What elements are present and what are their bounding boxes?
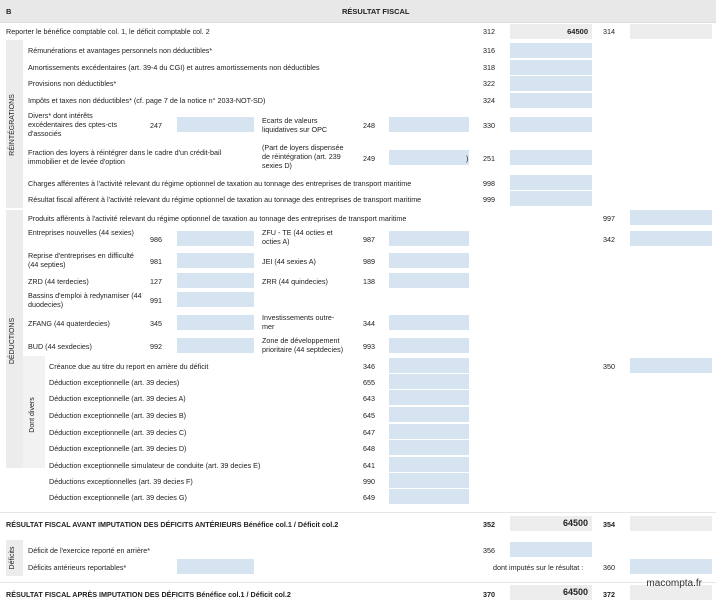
reint-row-label: Impôts et taxes non déductibles* (cf. page 7 de la notice n° 2033-NOT-SD)	[28, 96, 266, 105]
field-324[interactable]	[510, 93, 592, 108]
code-990: 990	[363, 477, 375, 486]
pair-right-label: ZRR (44 quindecies)	[262, 277, 328, 286]
resultat-tonnage-label: Résultat fiscal afférent à l'activité relevant du régime optionnel de taxation au tonnage des entreprises de transport maritime	[28, 195, 422, 204]
divers-label: Divers* dont intérêts excédentaires des cptes-cts d'associés	[28, 111, 118, 138]
resultat-avant-label: RÉSULTAT FISCAL AVANT IMPUTATION DES DÉFICITS ANTÉRIEURS Bénéfice col.1 / Déficit col.2	[6, 520, 339, 529]
code-647: 647	[363, 428, 375, 437]
code-318: 318	[483, 63, 495, 72]
field-981[interactable]	[177, 253, 254, 268]
section-letter: B	[6, 7, 12, 16]
code-987: 987	[363, 235, 375, 244]
fraction-paren-label: (Part de loyers dispensée de réintégration (art. 239 sexies D)	[262, 143, 344, 170]
reint-row-label: Rémunérations et avantages personnels non déductibles*	[28, 46, 213, 55]
code-316: 316	[483, 46, 495, 55]
code-645: 645	[363, 411, 375, 420]
deduction-row-label: Déduction exceptionnelle (art. 39 decies D)	[49, 444, 187, 453]
deduction-row-label: Déduction exceptionnelle (art. 39 decies)	[49, 378, 180, 387]
pair-left-label: Reprise d'entreprises en difficulté (44 septies)	[28, 251, 134, 269]
deficits-side-label: Déficits	[9, 546, 16, 570]
creance-label: Créance due au titre du report en arrière du déficit	[49, 362, 209, 371]
field-352[interactable]: 64500	[510, 516, 592, 531]
reintegrations-side-label: RÉINTÉGRATIONS	[9, 94, 16, 156]
field-997[interactable]	[630, 210, 712, 225]
section-title: RÉSULTAT FISCAL	[342, 7, 410, 16]
code-330: 330	[483, 121, 495, 130]
code-314: 314	[603, 27, 615, 36]
code-981: 981	[150, 257, 162, 266]
code-127: 127	[150, 277, 162, 286]
pair-left-label: Bassins d'emploi à redynamiser (44 duodecies)	[28, 291, 142, 309]
field-247[interactable]	[177, 117, 254, 132]
deduction-row-label: Déduction exceptionnelle (art. 39 decies B)	[49, 411, 187, 420]
produits-tonnage-label: Produits afférents à l'activité relevant du régime optionnel de taxation au tonnage des entreprises de transport maritime	[28, 214, 407, 223]
field-deficits-anterieurs[interactable]	[177, 559, 254, 574]
deduction-row-label: Déductions exceptionnelles (art. 39 decies F)	[49, 477, 193, 486]
code-989: 989	[363, 257, 375, 266]
code-249: 249	[363, 154, 375, 163]
field-251[interactable]	[510, 150, 592, 165]
code-643: 643	[363, 394, 375, 403]
pair-left-label: Entreprises nouvelles (44 sexies)	[28, 228, 134, 237]
code-247: 247	[150, 121, 162, 130]
code-352: 352	[483, 520, 495, 529]
deduction-row-label: Déduction exceptionnelle simulateur de conduite (art. 39 decies E)	[49, 461, 261, 470]
code-372: 372	[603, 590, 615, 599]
field-993[interactable]	[389, 338, 469, 353]
code-251: 251	[483, 154, 495, 163]
fraction-label: Fraction des loyers à réintégrer dans le cadre d'un crédit-bail immobilier et de levée d'option	[28, 148, 222, 166]
code-998: 998	[483, 179, 495, 188]
field-643[interactable]	[389, 390, 469, 405]
field-138[interactable]	[389, 273, 469, 288]
code-993: 993	[363, 342, 375, 351]
code-345: 345	[150, 319, 162, 328]
field-330[interactable]	[510, 117, 592, 132]
field-350[interactable]	[630, 358, 712, 373]
code-655: 655	[363, 378, 375, 387]
code-997: 997	[603, 214, 615, 223]
code-312: 312	[483, 27, 495, 36]
code-322: 322	[483, 79, 495, 88]
field-354[interactable]	[630, 516, 712, 531]
field-312[interactable]: 64500	[510, 24, 592, 39]
deduction-row-label: Déduction exceptionnelle (art. 39 decies C)	[49, 428, 187, 437]
code-342: 342	[603, 235, 615, 244]
separator	[0, 512, 716, 513]
field-127[interactable]	[177, 273, 254, 288]
field-648[interactable]	[389, 440, 469, 455]
reint-row-label: Provisions non déductibles*	[28, 79, 117, 88]
code-248: 248	[363, 121, 375, 130]
code-356: 356	[483, 546, 495, 555]
pair-right-label: ZFU - TE (44 octies et octies A)	[262, 228, 333, 246]
code-649: 649	[363, 493, 375, 502]
pair-right-label: JEI (44 sexies A)	[262, 257, 316, 266]
deduction-row-label: Déduction exceptionnelle (art. 39 decies A)	[49, 394, 186, 403]
field-314[interactable]	[630, 24, 712, 39]
code-344: 344	[363, 319, 375, 328]
field-986[interactable]	[177, 231, 254, 246]
pair-right-label: Zone de développement prioritaire (44 septdecies)	[262, 336, 344, 354]
code-354: 354	[603, 520, 615, 529]
deduction-row-label: Déduction exceptionnelle (art. 39 decies G)	[49, 493, 187, 502]
field-990[interactable]	[389, 473, 469, 488]
code-999: 999	[483, 195, 495, 204]
code-370: 370	[483, 590, 495, 599]
code-350: 350	[603, 362, 615, 371]
field-345[interactable]	[177, 315, 254, 330]
field-999[interactable]	[510, 191, 592, 206]
field-318[interactable]	[510, 60, 592, 75]
field-998[interactable]	[510, 175, 592, 190]
field-647[interactable]	[389, 424, 469, 439]
code-991: 991	[150, 296, 162, 305]
separator	[0, 582, 716, 583]
close-paren: )	[466, 154, 469, 163]
charges-tonnage-label: Charges afférentes à l'activité relevant du régime optionnel de taxation au tonnage des entreprises de transport maritime	[28, 179, 412, 188]
field-991[interactable]	[177, 292, 254, 307]
watermark: macompta.fr	[646, 578, 702, 589]
report-label: Reporter le bénéfice comptable col. 1, le déficit comptable col. 2	[6, 27, 210, 36]
field-641[interactable]	[389, 457, 469, 472]
field-342[interactable]	[630, 231, 712, 246]
code-138: 138	[363, 277, 375, 286]
deficits-anterieurs-label: Déficits antérieurs reportables*	[28, 563, 127, 572]
code-648: 648	[363, 444, 375, 453]
code-346: 346	[363, 362, 375, 371]
divers-opc-label: Ecarts de valeurs liquidatives sur OPC	[262, 116, 328, 134]
dont-divers-side-label: Dont divers	[29, 397, 36, 433]
field-645[interactable]	[389, 407, 469, 422]
field-987[interactable]	[389, 231, 469, 246]
field-360[interactable]	[630, 559, 712, 574]
field-356[interactable]	[510, 542, 592, 557]
field-316[interactable]	[510, 43, 592, 58]
pair-left-label: ZFANG (44 quaterdecies)	[28, 319, 110, 328]
deficit-arriere-label: Déficit de l'exercice reporté en arrière*	[28, 546, 151, 555]
dont-imputes-label: dont imputés sur le résultat :	[493, 563, 584, 572]
field-344[interactable]	[389, 315, 469, 330]
field-989[interactable]	[389, 253, 469, 268]
field-346[interactable]	[389, 358, 469, 373]
code-992: 992	[150, 342, 162, 351]
pair-left-label: BUD (44 sexdecies)	[28, 342, 92, 351]
resultat-apres-label: RÉSULTAT FISCAL APRÈS IMPUTATION DES DÉFICITS Bénéfice col.1 / Déficit col.2	[6, 590, 291, 599]
code-324: 324	[483, 96, 495, 105]
field-249[interactable]	[389, 150, 469, 165]
pair-left-label: ZRD (44 terdecies)	[28, 277, 89, 286]
field-370[interactable]: 64500	[510, 585, 592, 600]
field-322[interactable]	[510, 76, 592, 91]
field-992[interactable]	[177, 338, 254, 353]
code-360: 360	[603, 563, 615, 572]
deductions-side-label: DÉDUCTIONS	[9, 317, 16, 365]
code-641: 641	[363, 461, 375, 470]
field-649[interactable]	[389, 489, 469, 504]
code-986: 986	[150, 235, 162, 244]
reint-row-label: Amortissements excédentaires (art. 39-4 du CGI) et autres amortissements non déductibles	[28, 63, 320, 72]
pair-right-label: Investissements outre-mer	[262, 313, 335, 331]
section-header	[0, 0, 716, 23]
field-248[interactable]	[389, 117, 469, 132]
field-655[interactable]	[389, 374, 469, 389]
